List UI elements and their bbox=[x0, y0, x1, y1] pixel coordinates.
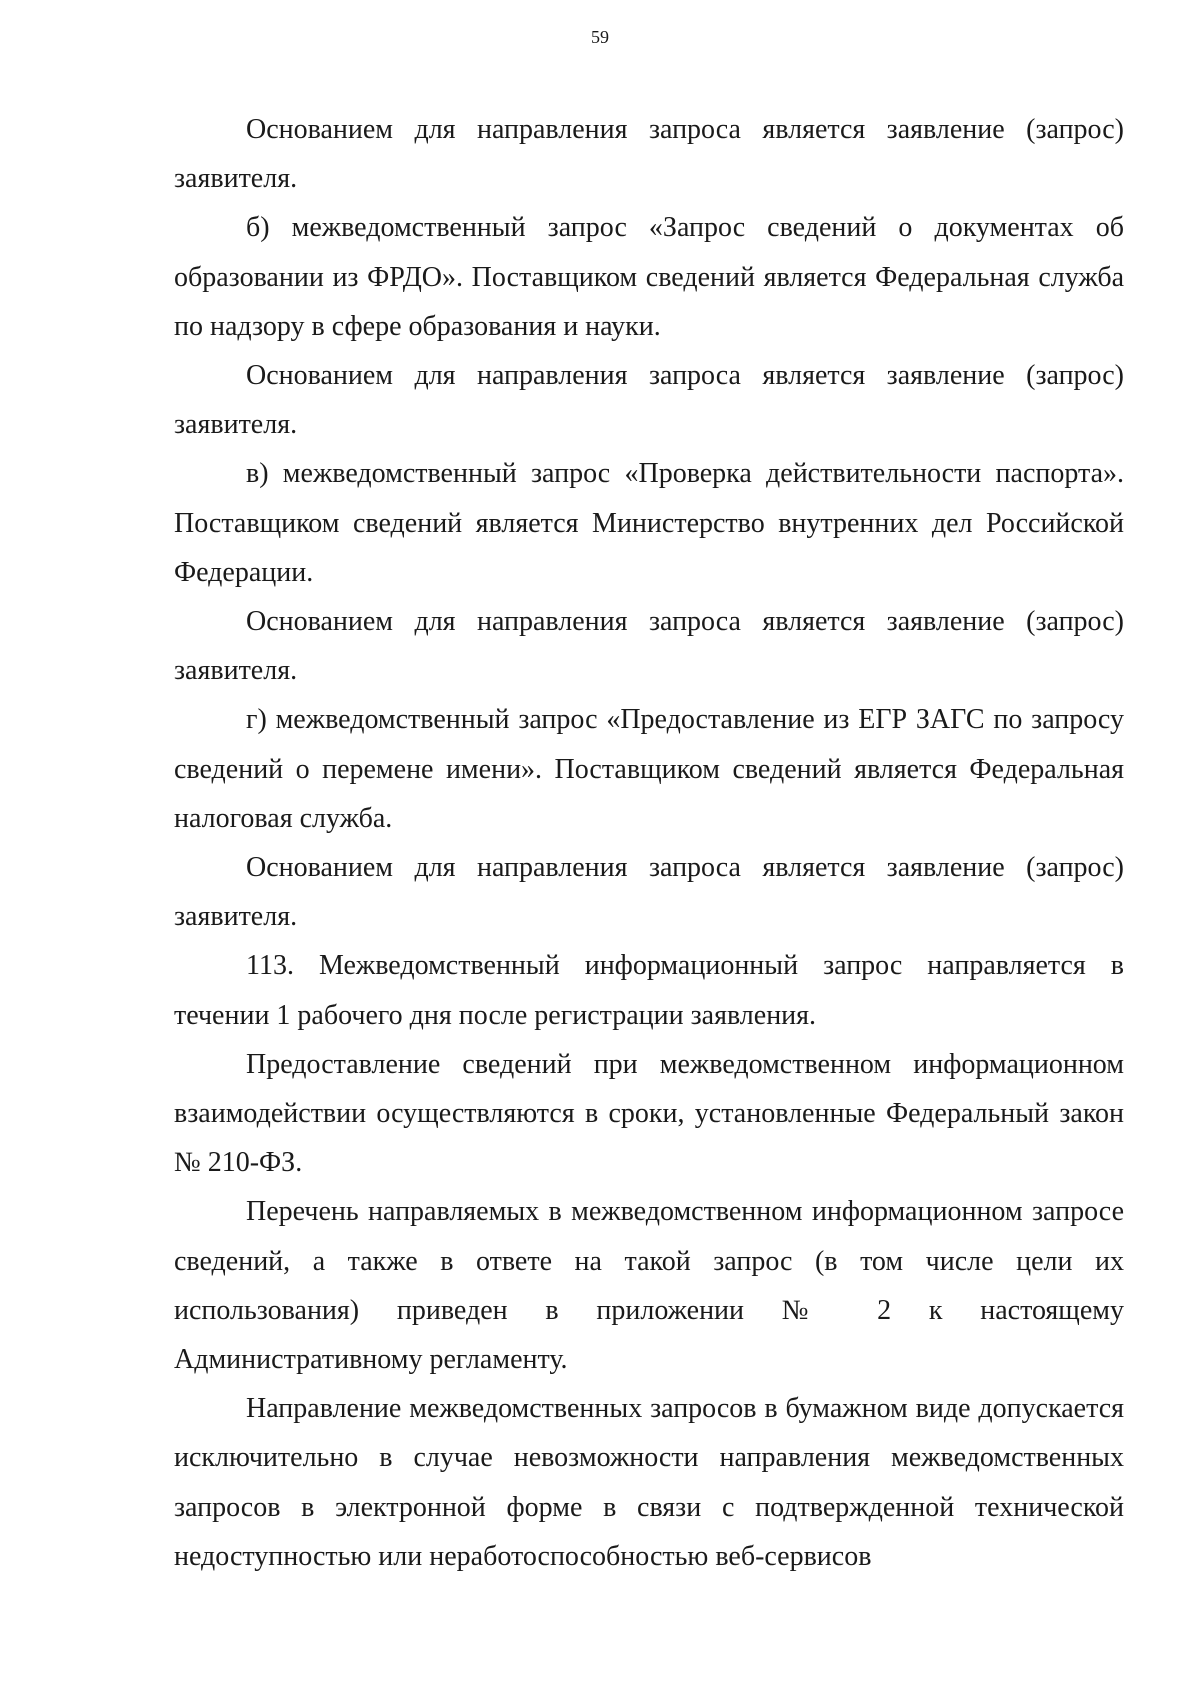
paragraph-paper-requests: Направление межведомственных запросов в бумажном виде допускается исключительно в случае невозможности направления межведомственных запросов в электронной форме в связи с подтвержденной технической недоступностью или неработоспособностью веб-сервисов bbox=[174, 1393, 1124, 1572]
page-number: 59 bbox=[591, 27, 609, 47]
paragraph-request-g: г) межведомственный запрос «Предоставление из ЕГР ЗАГС по запросу сведений о перемене имени». Поставщиком сведений является Федеральная налоговая служба. bbox=[174, 704, 1124, 834]
paragraph-list-reference: Перечень направляемых в межведомственном информационном запросе сведений, а также в ответе на такой запрос (в том числе цели их использования) приведен в приложении № 2 к настоящему Административному регламенту. bbox=[174, 1196, 1124, 1376]
document-body bbox=[174, 105, 1124, 1581]
paragraph-request-b: б) межведомственный запрос «Запрос сведений о документах об образовании из ФРДО». Поставщиком сведений является Федеральная служба по надзору в сфере образования и науки. bbox=[174, 212, 1124, 342]
paragraph-basis-3: Основанием для направления запроса является заявление (запрос) заявителя. bbox=[174, 606, 1124, 687]
paragraph-basis-2: Основанием для направления запроса является заявление (запрос) заявителя. bbox=[174, 360, 1124, 441]
paragraph-basis-4: Основанием для направления запроса является заявление (запрос) заявителя. bbox=[174, 852, 1124, 933]
paragraph-item-113: 113. Межведомственный информационный запрос направляется в течении 1 рабочего дня после регистрации заявления. bbox=[174, 950, 1124, 1031]
paragraph-request-v: в) межведомственный запрос «Проверка действительности паспорта». Поставщиком сведений является Министерство внутренних дел Российской Федерации. bbox=[174, 458, 1124, 588]
paragraph-deadlines: Предоставление сведений при межведомственном информационном взаимодействии осуществляются в сроки, установленные Федеральный закон № 210-ФЗ. bbox=[174, 1048, 1124, 1179]
paragraph-basis-1: Основанием для направления запроса является заявление (запрос) заявителя. bbox=[174, 114, 1124, 195]
